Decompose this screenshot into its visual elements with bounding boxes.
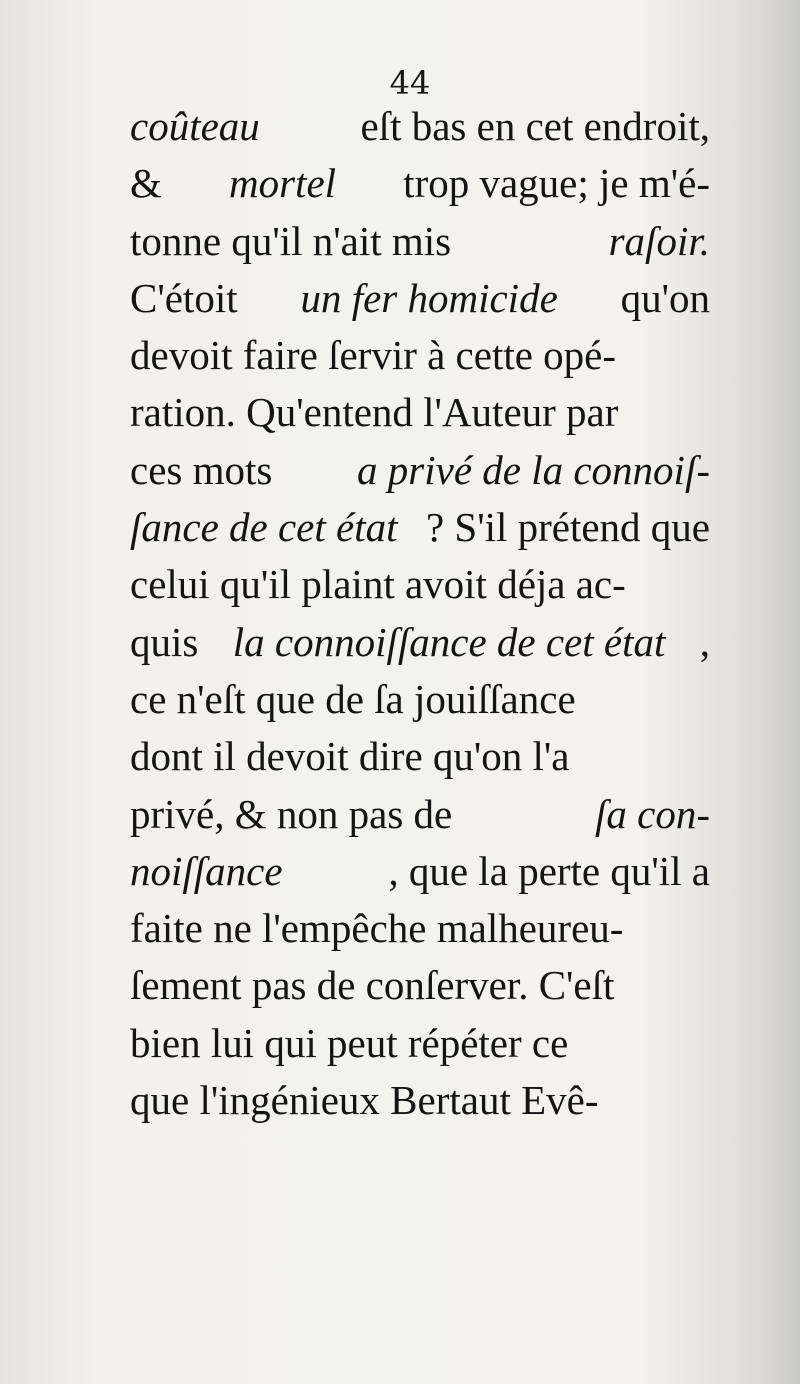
roman-text: ce n'eſt que de ſa jouiſſance — [130, 675, 576, 722]
text-line — [130, 102, 710, 159]
roman-text: privé, & non pas de — [130, 790, 453, 837]
text-line — [130, 503, 710, 560]
italic-text: mortel — [229, 160, 337, 207]
text-line — [130, 446, 710, 503]
text-line — [130, 388, 710, 445]
text-line — [130, 790, 710, 847]
roman-text: ? S'il prétend que — [425, 504, 710, 551]
page-number: 44 — [389, 64, 431, 102]
italic-text: un fer homicide — [300, 274, 558, 321]
roman-text: quis — [130, 618, 199, 665]
roman-text: trop vague; je m'é- — [403, 160, 710, 207]
italic-text: noiſſance — [130, 847, 283, 894]
text-line — [130, 217, 710, 274]
text-line — [130, 618, 710, 675]
roman-text: tonne qu'il n'ait mis — [130, 217, 452, 264]
roman-text: ration. Qu'entend l'Auteur par — [130, 389, 619, 436]
text-line — [130, 274, 710, 331]
text-line — [130, 159, 710, 216]
text-line — [130, 675, 710, 732]
roman-text: bien lui qui peut répéter ce — [130, 1019, 569, 1066]
roman-text: eſt bas en cet endroit, — [360, 103, 710, 149]
roman-text: C'étoit — [130, 274, 238, 321]
roman-text: devoit faire ſervir à cette opé- — [130, 332, 617, 379]
roman-text: que l'ingénieux Bertaut Evê- — [130, 1077, 599, 1124]
roman-text: dont il devoit dire qu'on l'a — [130, 733, 570, 780]
text-line — [130, 1076, 710, 1133]
roman-text: ces mots — [130, 446, 273, 493]
italic-text: raſoir. — [608, 217, 710, 264]
text-line — [130, 732, 710, 789]
text-line — [130, 331, 710, 388]
text-line — [130, 904, 710, 961]
text-line — [130, 1019, 710, 1076]
text-line — [130, 847, 710, 904]
italic-text: ſa con- — [595, 790, 710, 837]
roman-text: faite ne l'empêche malheureu- — [130, 905, 624, 952]
italic-text: ſance de cet état — [130, 504, 398, 551]
roman-text: celui qu'il plaint avoit déja ac- — [130, 561, 626, 608]
text-line — [130, 961, 710, 1018]
text-line — [130, 560, 710, 617]
roman-text: , — [699, 618, 710, 665]
italic-text: coûteau — [130, 103, 260, 149]
italic-text: la connoiſſance de cet état — [232, 618, 666, 665]
roman-text: , que la perte qu'il a — [388, 847, 710, 894]
italic-text: a privé de la connoiſ- — [357, 446, 710, 493]
roman-text: ſement pas de conſerver. C'eſt — [130, 962, 615, 1009]
body-text — [130, 102, 710, 1133]
roman-text: & — [130, 160, 162, 207]
roman-text: qu'on — [620, 274, 710, 321]
